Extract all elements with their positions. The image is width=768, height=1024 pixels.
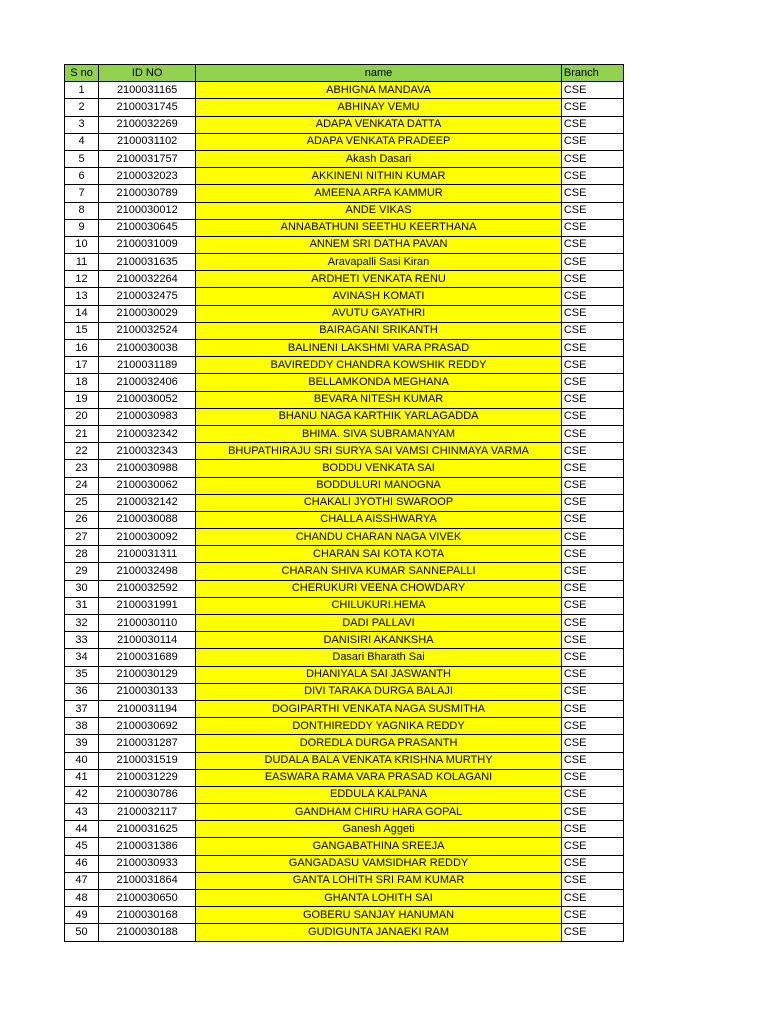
cell-branch[interactable]: CSE: [561, 700, 623, 717]
cell-id[interactable]: 2100031194: [99, 700, 196, 717]
cell-name[interactable]: ABHINAY VEMU: [196, 99, 562, 116]
cell-name[interactable]: DANISIRI AKANKSHA: [196, 632, 562, 649]
cell-name[interactable]: BALINENI LAKSHMI VARA PRASAD: [196, 340, 562, 357]
cell-id[interactable]: 2100030168: [99, 907, 196, 924]
cell-id[interactable]: 2100032475: [99, 288, 196, 305]
cell-branch[interactable]: CSE: [561, 425, 623, 442]
cell-name[interactable]: ARDHETI VENKATA RENU: [196, 271, 562, 288]
cell-name[interactable]: ANDE VIKAS: [196, 202, 562, 219]
student-table: [64, 64, 624, 942]
cell-branch[interactable]: CSE: [561, 786, 623, 803]
cell-sno[interactable]: 16: [65, 340, 99, 357]
cell-id[interactable]: 2100031635: [99, 254, 196, 271]
cell-name[interactable]: BELLAMKONDA MEGHANA: [196, 374, 562, 391]
cell-name[interactable]: ABHIGNA MANDAVA: [196, 82, 562, 99]
cell-name[interactable]: GUDIGUNTA JANAEKI RAM: [196, 924, 562, 941]
cell-sno[interactable]: 33: [65, 632, 99, 649]
cell-sno[interactable]: 35: [65, 666, 99, 683]
cell-id[interactable]: 2100031864: [99, 872, 196, 889]
cell-id[interactable]: 2100030188: [99, 924, 196, 941]
cell-id[interactable]: 2100030038: [99, 340, 196, 357]
table-row: [65, 511, 624, 528]
cell-name[interactable]: Ganesh Aggeti: [196, 821, 562, 838]
cell-id[interactable]: 2100031009: [99, 236, 196, 253]
header-name[interactable]: name: [196, 65, 562, 82]
table-row: [65, 236, 624, 253]
cell-sno[interactable]: 4: [65, 133, 99, 150]
cell-branch[interactable]: CSE: [561, 168, 623, 185]
cell-name[interactable]: ANNABATHUNI SEETHU KEERTHANA: [196, 219, 562, 236]
cell-name[interactable]: CHARAN SHIVA KUMAR SANNEPALLI: [196, 563, 562, 580]
cell-name[interactable]: BODDU VENKATA SAI: [196, 460, 562, 477]
cell-id[interactable]: 2100032342: [99, 425, 196, 442]
cell-id[interactable]: 2100031229: [99, 769, 196, 786]
cell-branch[interactable]: CSE: [561, 683, 623, 700]
cell-branch[interactable]: CSE: [561, 391, 623, 408]
table-row: [65, 563, 624, 580]
cell-name[interactable]: CHARAN SAI KOTA KOTA: [196, 546, 562, 563]
cell-name[interactable]: ADAPA VENKATA DATTA: [196, 116, 562, 133]
cell-id[interactable]: 2100032524: [99, 322, 196, 339]
cell-name[interactable]: BAVIREDDY CHANDRA KOWSHIK REDDY: [196, 357, 562, 374]
cell-name[interactable]: BHUPATHIRAJU SRI SURYA SAI VAMSI CHINMAYA VARMA: [196, 443, 562, 460]
table-row: [65, 460, 624, 477]
cell-sno[interactable]: 46: [65, 855, 99, 872]
cell-id[interactable]: 2100030933: [99, 855, 196, 872]
cell-id[interactable]: 2100031386: [99, 838, 196, 855]
cell-branch[interactable]: CSE: [561, 99, 623, 116]
cell-id[interactable]: 2100031625: [99, 821, 196, 838]
cell-name[interactable]: CHALLA AISSHWARYA: [196, 511, 562, 528]
table-row: [65, 116, 624, 133]
cell-branch[interactable]: CSE: [561, 907, 623, 924]
cell-sno[interactable]: 50: [65, 924, 99, 941]
cell-id[interactable]: 2100030988: [99, 460, 196, 477]
cell-id[interactable]: 2100032406: [99, 374, 196, 391]
cell-sno[interactable]: 39: [65, 735, 99, 752]
cell-branch[interactable]: CSE: [561, 563, 623, 580]
cell-branch[interactable]: CSE: [561, 649, 623, 666]
table-row: [65, 185, 624, 202]
cell-name[interactable]: EDDULA KALPANA: [196, 786, 562, 803]
cell-sno[interactable]: 26: [65, 511, 99, 528]
table-row: [65, 391, 624, 408]
cell-id[interactable]: 2100032117: [99, 804, 196, 821]
cell-id[interactable]: 2100030052: [99, 391, 196, 408]
cell-branch[interactable]: CSE: [561, 511, 623, 528]
table-row: [65, 580, 624, 597]
cell-branch[interactable]: CSE: [561, 718, 623, 735]
cell-sno[interactable]: 40: [65, 752, 99, 769]
cell-branch[interactable]: CSE: [561, 305, 623, 322]
table-row: [65, 718, 624, 735]
table-row: [65, 821, 624, 838]
table-row: [65, 374, 624, 391]
cell-branch[interactable]: CSE: [561, 133, 623, 150]
cell-branch[interactable]: CSE: [561, 116, 623, 133]
cell-name[interactable]: DONTHIREDDY YAGNIKA REDDY: [196, 718, 562, 735]
cell-sno[interactable]: 20: [65, 408, 99, 425]
header-sno[interactable]: S no: [65, 65, 99, 82]
cell-branch[interactable]: CSE: [561, 185, 623, 202]
table-row: [65, 82, 624, 99]
cell-name[interactable]: DHANIYALA SAI JASWANTH: [196, 666, 562, 683]
table-row: [65, 271, 624, 288]
cell-branch[interactable]: CSE: [561, 374, 623, 391]
cell-id[interactable]: 2100030114: [99, 632, 196, 649]
table-row: [65, 477, 624, 494]
table-row: [65, 890, 624, 907]
cell-name[interactable]: GANGABATHINA SREEJA: [196, 838, 562, 855]
cell-name[interactable]: DADI PALLAVI: [196, 615, 562, 632]
cell-sno[interactable]: 2: [65, 99, 99, 116]
table-row: [65, 838, 624, 855]
cell-sno[interactable]: 23: [65, 460, 99, 477]
cell-sno[interactable]: 27: [65, 529, 99, 546]
table-row: [65, 752, 624, 769]
cell-sno[interactable]: 31: [65, 597, 99, 614]
table-row: [65, 786, 624, 803]
cell-sno[interactable]: 14: [65, 305, 99, 322]
table-row: [65, 202, 624, 219]
cell-name[interactable]: GANTA LOHITH SRI RAM KUMAR: [196, 872, 562, 889]
cell-name[interactable]: DUDALA BALA VENKATA KRISHNA MURTHY: [196, 752, 562, 769]
cell-id[interactable]: 2100032142: [99, 494, 196, 511]
cell-sno[interactable]: 49: [65, 907, 99, 924]
cell-branch[interactable]: CSE: [561, 477, 623, 494]
cell-branch[interactable]: CSE: [561, 254, 623, 271]
table-row: [65, 924, 624, 941]
cell-name[interactable]: BHIMA. SIVA SUBRAMANYAM: [196, 425, 562, 442]
cell-sno[interactable]: 28: [65, 546, 99, 563]
cell-sno[interactable]: 19: [65, 391, 99, 408]
table-row: [65, 597, 624, 614]
table-row: [65, 683, 624, 700]
table-row: [65, 700, 624, 717]
cell-sno[interactable]: 25: [65, 494, 99, 511]
cell-branch[interactable]: CSE: [561, 838, 623, 855]
table-row: [65, 649, 624, 666]
cell-branch[interactable]: CSE: [561, 443, 623, 460]
table-row: [65, 219, 624, 236]
cell-branch[interactable]: CSE: [561, 890, 623, 907]
cell-name[interactable]: GOBERU SANJAY HANUMAN: [196, 907, 562, 924]
cell-name[interactable]: CHILUKURI.HEMA: [196, 597, 562, 614]
cell-sno[interactable]: 34: [65, 649, 99, 666]
cell-sno[interactable]: 37: [65, 700, 99, 717]
cell-branch[interactable]: CSE: [561, 322, 623, 339]
cell-id[interactable]: 2100030110: [99, 615, 196, 632]
table-row: [65, 288, 624, 305]
table-row: [65, 254, 624, 271]
cell-name[interactable]: CHERUKURI VEENA CHOWDARY: [196, 580, 562, 597]
cell-branch[interactable]: CSE: [561, 236, 623, 253]
cell-sno[interactable]: 21: [65, 425, 99, 442]
cell-sno[interactable]: 32: [65, 615, 99, 632]
cell-sno[interactable]: 24: [65, 477, 99, 494]
cell-branch[interactable]: CSE: [561, 271, 623, 288]
cell-branch[interactable]: CSE: [561, 580, 623, 597]
table-row: [65, 305, 624, 322]
cell-sno[interactable]: 7: [65, 185, 99, 202]
table-row: [65, 133, 624, 150]
cell-id[interactable]: 2100030789: [99, 185, 196, 202]
cell-branch[interactable]: CSE: [561, 632, 623, 649]
cell-id[interactable]: 2100030133: [99, 683, 196, 700]
cell-name[interactable]: GANGADASU VAMSIDHAR REDDY: [196, 855, 562, 872]
cell-branch[interactable]: CSE: [561, 752, 623, 769]
cell-sno[interactable]: 13: [65, 288, 99, 305]
cell-branch[interactable]: CSE: [561, 615, 623, 632]
cell-name[interactable]: GHANTA LOHITH SAI: [196, 890, 562, 907]
cell-name[interactable]: AVUTU GAYATHRI: [196, 305, 562, 322]
table-row: [65, 357, 624, 374]
cell-id[interactable]: 2100032592: [99, 580, 196, 597]
cell-id[interactable]: 2100032264: [99, 271, 196, 288]
cell-name[interactable]: Dasari Bharath Sai: [196, 649, 562, 666]
table-row: [65, 769, 624, 786]
header-id[interactable]: ID NO: [99, 65, 196, 82]
table-row: [65, 529, 624, 546]
cell-sno[interactable]: 38: [65, 718, 99, 735]
cell-sno[interactable]: 36: [65, 683, 99, 700]
cell-sno[interactable]: 18: [65, 374, 99, 391]
table-row: [65, 494, 624, 511]
cell-id[interactable]: 2100032343: [99, 443, 196, 460]
cell-id[interactable]: 2100030092: [99, 529, 196, 546]
header-row: [65, 65, 624, 82]
cell-sno[interactable]: 48: [65, 890, 99, 907]
cell-branch[interactable]: CSE: [561, 546, 623, 563]
cell-name[interactable]: ANNEM SRI DATHA PAVAN: [196, 236, 562, 253]
cell-name[interactable]: ADAPA VENKATA PRADEEP: [196, 133, 562, 150]
cell-sno[interactable]: 1: [65, 82, 99, 99]
cell-id[interactable]: 2100030029: [99, 305, 196, 322]
cell-id[interactable]: 2100031519: [99, 752, 196, 769]
table-row: [65, 632, 624, 649]
cell-sno[interactable]: 29: [65, 563, 99, 580]
header-branch[interactable]: Branch: [561, 65, 623, 82]
cell-name[interactable]: Aravapalli Sasi Kiran: [196, 254, 562, 271]
cell-sno[interactable]: 8: [65, 202, 99, 219]
cell-branch[interactable]: CSE: [561, 529, 623, 546]
cell-name[interactable]: BODDULURI MANOGNA: [196, 477, 562, 494]
cell-branch[interactable]: CSE: [561, 357, 623, 374]
cell-id[interactable]: 2100030062: [99, 477, 196, 494]
cell-sno[interactable]: 5: [65, 150, 99, 167]
cell-sno[interactable]: 17: [65, 357, 99, 374]
cell-sno[interactable]: 47: [65, 872, 99, 889]
table-row: [65, 907, 624, 924]
cell-name[interactable]: DOREDLA DURGA PRASANTH: [196, 735, 562, 752]
cell-name[interactable]: CHAKALI JYOTHI SWAROOP: [196, 494, 562, 511]
cell-id[interactable]: 2100032269: [99, 116, 196, 133]
table-row: [65, 546, 624, 563]
cell-name[interactable]: BHANU NAGA KARTHIK YARLAGADDA: [196, 408, 562, 425]
cell-branch[interactable]: CSE: [561, 769, 623, 786]
table-row: [65, 666, 624, 683]
cell-id[interactable]: 2100030786: [99, 786, 196, 803]
cell-id[interactable]: 2100030692: [99, 718, 196, 735]
cell-id[interactable]: 2100031311: [99, 546, 196, 563]
cell-branch[interactable]: CSE: [561, 494, 623, 511]
cell-sno[interactable]: 30: [65, 580, 99, 597]
table-row: [65, 340, 624, 357]
cell-id[interactable]: 2100030983: [99, 408, 196, 425]
cell-sno[interactable]: 43: [65, 804, 99, 821]
cell-name[interactable]: BAIRAGANI SRIKANTH: [196, 322, 562, 339]
cell-id[interactable]: 2100030129: [99, 666, 196, 683]
table-row: [65, 872, 624, 889]
cell-sno[interactable]: 11: [65, 254, 99, 271]
cell-name[interactable]: Akash Dasari: [196, 150, 562, 167]
table-row: [65, 804, 624, 821]
table-row: [65, 322, 624, 339]
cell-id[interactable]: 2100032023: [99, 168, 196, 185]
cell-branch[interactable]: CSE: [561, 855, 623, 872]
cell-id[interactable]: 2100030088: [99, 511, 196, 528]
cell-id[interactable]: 2100031745: [99, 99, 196, 116]
cell-branch[interactable]: CSE: [561, 735, 623, 752]
cell-branch[interactable]: CSE: [561, 597, 623, 614]
cell-id[interactable]: 2100032498: [99, 563, 196, 580]
cell-branch[interactable]: CSE: [561, 219, 623, 236]
cell-id[interactable]: 2100030650: [99, 890, 196, 907]
cell-id[interactable]: 2100031991: [99, 597, 196, 614]
cell-sno[interactable]: 41: [65, 769, 99, 786]
cell-branch[interactable]: CSE: [561, 666, 623, 683]
cell-sno[interactable]: 3: [65, 116, 99, 133]
table-row: [65, 855, 624, 872]
cell-branch[interactable]: CSE: [561, 288, 623, 305]
cell-branch[interactable]: CSE: [561, 821, 623, 838]
cell-sno[interactable]: 42: [65, 786, 99, 803]
cell-branch[interactable]: CSE: [561, 340, 623, 357]
cell-name[interactable]: CHANDU CHARAN NAGA VIVEK: [196, 529, 562, 546]
cell-branch[interactable]: CSE: [561, 804, 623, 821]
cell-id[interactable]: 2100030645: [99, 219, 196, 236]
table-row: [65, 443, 624, 460]
table-row: [65, 168, 624, 185]
cell-name[interactable]: EASWARA RAMA VARA PRASAD KOLAGANI: [196, 769, 562, 786]
cell-sno[interactable]: 6: [65, 168, 99, 185]
table-row: [65, 735, 624, 752]
cell-id[interactable]: 2100030012: [99, 202, 196, 219]
cell-name[interactable]: AMEENA ARFA KAMMUR: [196, 185, 562, 202]
cell-branch[interactable]: CSE: [561, 924, 623, 941]
cell-sno[interactable]: 45: [65, 838, 99, 855]
cell-name[interactable]: AVINASH KOMATI: [196, 288, 562, 305]
cell-branch[interactable]: CSE: [561, 82, 623, 99]
cell-id[interactable]: 2100031102: [99, 133, 196, 150]
table-row: [65, 425, 624, 442]
cell-id[interactable]: 2100031287: [99, 735, 196, 752]
cell-id[interactable]: 2100031757: [99, 150, 196, 167]
cell-sno[interactable]: 22: [65, 443, 99, 460]
cell-branch[interactable]: CSE: [561, 872, 623, 889]
table-row: [65, 150, 624, 167]
cell-name[interactable]: AKKINENI NITHIN KUMAR: [196, 168, 562, 185]
cell-sno[interactable]: 10: [65, 236, 99, 253]
cell-name[interactable]: DOGIPARTHI VENKATA NAGA SUSMITHA: [196, 700, 562, 717]
cell-branch[interactable]: CSE: [561, 150, 623, 167]
cell-id[interactable]: 2100031689: [99, 649, 196, 666]
cell-branch[interactable]: CSE: [561, 202, 623, 219]
cell-id[interactable]: 2100031189: [99, 357, 196, 374]
cell-sno[interactable]: 15: [65, 322, 99, 339]
cell-branch[interactable]: CSE: [561, 408, 623, 425]
cell-id[interactable]: 2100031165: [99, 82, 196, 99]
table-row: [65, 615, 624, 632]
cell-branch[interactable]: CSE: [561, 460, 623, 477]
cell-sno[interactable]: 44: [65, 821, 99, 838]
cell-name[interactable]: BEVARA NITESH KUMAR: [196, 391, 562, 408]
table-row: [65, 408, 624, 425]
cell-name[interactable]: DIVI TARAKA DURGA BALAJI: [196, 683, 562, 700]
cell-sno[interactable]: 12: [65, 271, 99, 288]
table-row: [65, 99, 624, 116]
cell-name[interactable]: GANDHAM CHIRU HARA GOPAL: [196, 804, 562, 821]
cell-sno[interactable]: 9: [65, 219, 99, 236]
